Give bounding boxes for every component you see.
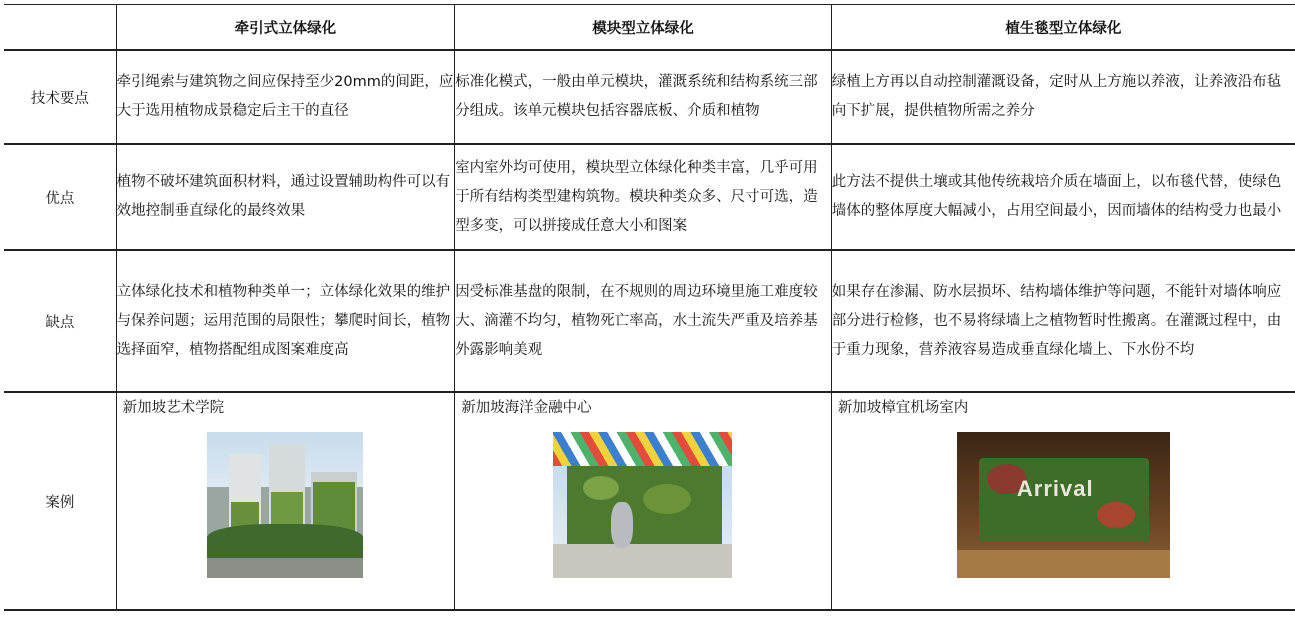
arrival-sign: Arrival (1016, 476, 1094, 501)
case-name: 新加坡樟宜机场室内 (837, 400, 969, 416)
row-label-disadvantages: 缺点 (4, 250, 116, 392)
header-empty (4, 5, 116, 51)
table-cell: 绿植上方再以自动控制灌溉设备，定时从上方施以养液，让养液沿布毡向下扩展，提供植物所需之养分 (831, 50, 1295, 144)
table-cell: 立体绿化技术和植物种类单一；立体绿化效果的维护与保养问题；运用范围的局限性；攀爬时间长，植物选择面窄，植物搭配组成图案难度高 (116, 250, 455, 392)
table-row (4, 50, 1295, 144)
table-row (4, 250, 1295, 392)
table-cell: 室内室外均可使用，模块型立体绿化种类丰富，几乎可用于所有结构类型建构筑物。模块种类众多、尺寸可选，造型多变，可以拼接成任意大小和图案 (455, 144, 832, 250)
case-photo-art-school (207, 432, 363, 578)
table-cell: 此方法不提供土壤或其他传统栽培介质在墙面上，以布毯代替，使绿色墙体的整体厚度大幅减小，占用空间最小，因而墙体的结构受力也最小 (831, 144, 1295, 250)
row-label-cases: 案例 (4, 392, 116, 610)
header-modular: 模块型立体绿化 (455, 5, 832, 51)
table-cell: 牵引绳索与建筑物之间应保持至少20mm的间距，应大于选用植物成景稳定后主干的直径 (116, 50, 455, 144)
case-cell (831, 392, 1295, 610)
row-label-technique: 技术要点 (4, 50, 116, 144)
table-row (4, 392, 1295, 610)
case-photo-marina-bay-financial (553, 432, 732, 578)
header-row (4, 5, 1295, 51)
case-cell (455, 392, 832, 610)
header-traction: 牵引式立体绿化 (116, 5, 455, 51)
header-felt: 植生毯型立体绿化 (831, 5, 1295, 51)
case-photo-changi-airport (957, 432, 1170, 578)
table-cell: 如果存在渗漏、防水层损坏、结构墙体维护等问题，不能针对墙体响应部分进行检修，也不易将绿墙上之植物暂时性搬离。在灌溉过程中，由于重力现象，营养液容易造成垂直绿化墙上、下水份不均 (831, 250, 1295, 392)
case-cell (116, 392, 455, 610)
table-row (4, 144, 1295, 250)
table-cell: 标准化模式，一般由单元模块，灌溉系统和结构系统三部分组成。该单元模块包括容器底板、介质和植物 (455, 50, 832, 144)
row-label-advantages: 优点 (4, 144, 116, 250)
case-name: 新加坡海洋金融中心 (461, 400, 592, 416)
case-name: 新加坡艺术学院 (122, 400, 225, 416)
table-cell: 植物不破坏建筑面积材料，通过设置辅助构件可以有效地控制垂直绿化的最终效果 (116, 144, 455, 250)
comparison-table (4, 4, 1295, 611)
table-cell: 因受标准基盘的限制，在不规则的周边环境里施工难度较大、滴灌不均匀，植物死亡率高，水土流失严重及培养基外露影响美观 (455, 250, 832, 392)
